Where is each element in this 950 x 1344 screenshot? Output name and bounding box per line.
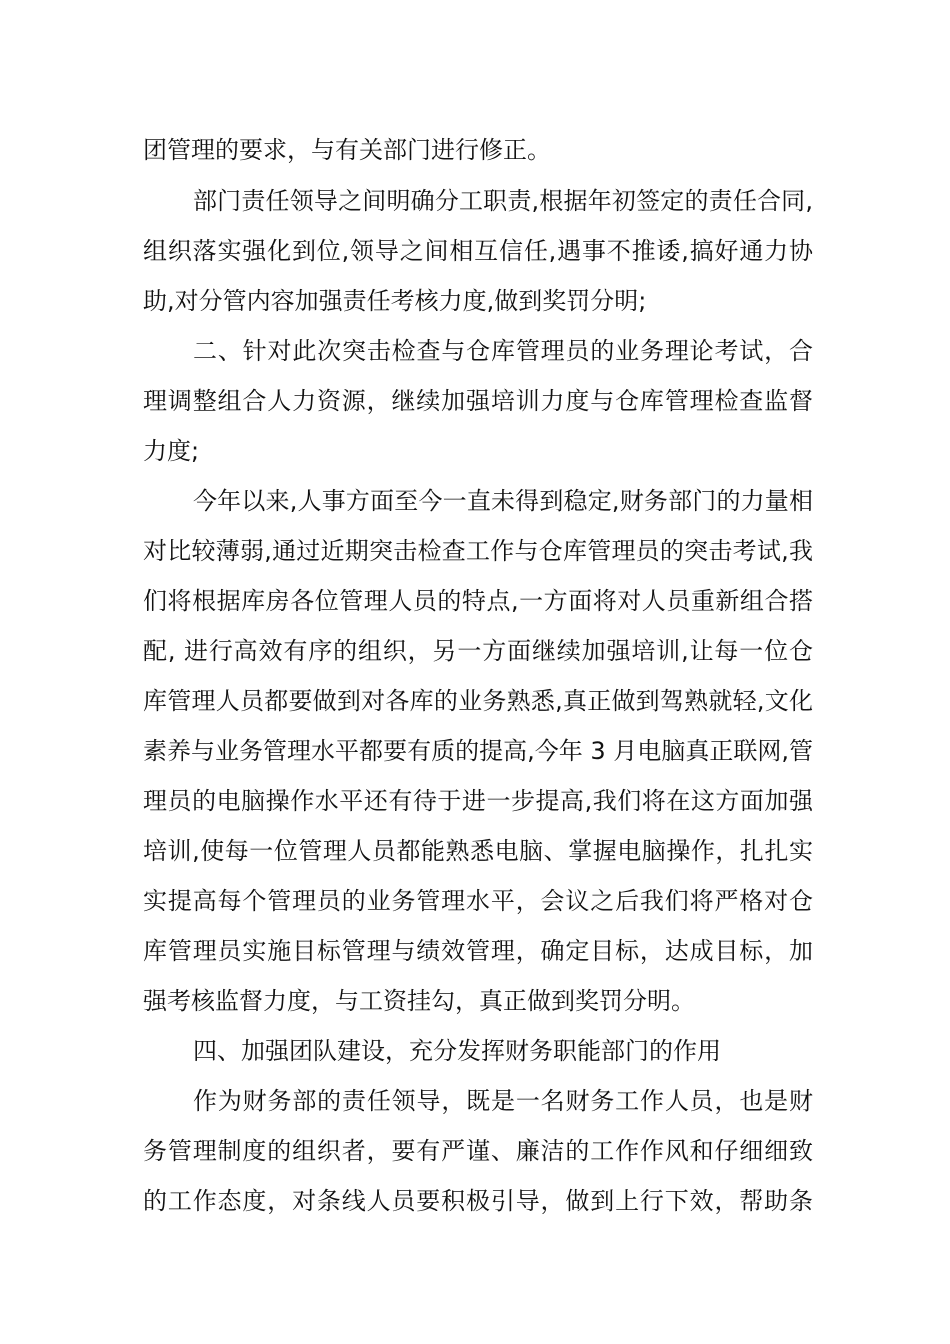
text-line: 力度; bbox=[143, 437, 200, 465]
text-line: 理调整组合人力资源，继续加强培训力度与仓库管理检查监督 bbox=[143, 387, 813, 415]
text-line: 强考核监督力度，与工资挂勾，真正做到奖罚分明。 bbox=[143, 987, 695, 1015]
text-line: 的工作态度，对条线人员要积极引导，做到上行下效，帮助条 bbox=[143, 1187, 813, 1215]
text-line: 组织落实强化到位,领导之间相互信任,遇事不推诿,搞好通力协 bbox=[143, 237, 813, 265]
text-line: 团管理的要求，与有关部门进行修正。 bbox=[143, 136, 551, 164]
text-line: 对比较薄弱,通过近期突击检查工作与仓库管理员的突击考试,我 bbox=[143, 537, 813, 565]
text-line: 作为财务部的责任领导，既是一名财务工作人员，也是财 bbox=[193, 1087, 813, 1115]
text-line: 务管理制度的组织者，要有严谨、廉洁的工作作风和仔细细致 bbox=[143, 1137, 813, 1165]
text-line: 部门责任领导之间明确分工职责,根据年初签定的责任合同, bbox=[193, 187, 813, 215]
text-line: 库管理员实施目标管理与绩效管理，确定目标，达成目标，加 bbox=[143, 937, 813, 965]
text-line: 配, 进行高效有序的组织，另一方面继续加强培训,让每一位仓 bbox=[143, 637, 813, 665]
text-line: 实提高每个管理员的业务管理水平，会议之后我们将严格对仓 bbox=[143, 887, 813, 915]
text-line: 理员的电脑操作水平还有待于进一步提高,我们将在这方面加强 bbox=[143, 787, 813, 815]
text-line: 素养与业务管理水平都要有质的提高,今年 3 月电脑真正联网,管 bbox=[143, 737, 813, 765]
text-line: 们将根据库房各位管理人员的特点,一方面将对人员重新组合搭 bbox=[143, 587, 813, 615]
text-line: 二、针对此次突击检查与仓库管理员的业务理论考试，合 bbox=[193, 337, 813, 365]
text-line: 今年以来,人事方面至今一直未得到稳定,财务部门的力量相 bbox=[193, 487, 813, 515]
text-line: 培训,使每一位管理人员都能熟悉电脑、掌握电脑操作，扎扎实 bbox=[143, 837, 813, 865]
text-line: 助,对分管内容加强责任考核力度,做到奖罚分明; bbox=[143, 287, 647, 315]
text-line: 库管理人员都要做到对各库的业务熟悉,真正做到驾熟就轻,文化 bbox=[143, 687, 813, 715]
section-heading: 四、加强团队建设，充分发挥财务职能部门的作用 bbox=[193, 1037, 721, 1065]
